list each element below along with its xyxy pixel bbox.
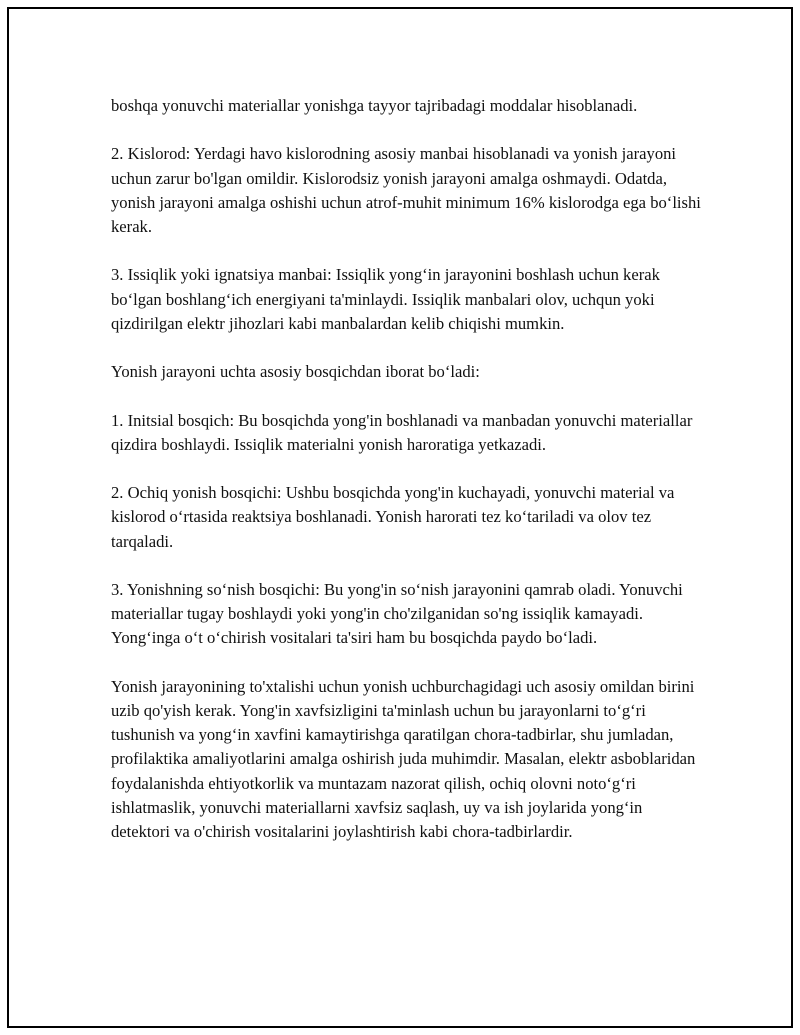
document-body [111, 94, 701, 844]
paragraph-open-burning-stage: 2. Ochiq yonish bosqichi: Ushbu bosqichda yong'in kuchayadi, yonuvchi material va kislorod o‘rtasida reaktsiya boshlanadi. Yonish harorati tez ko‘tariladi va olov tez tarqaladi. [111, 483, 675, 551]
paragraph-fuel-end: boshqa yonuvchi materiallar yonishga tayyor tajribadagi moddalar hisoblanadi. [111, 96, 638, 115]
paragraph-conclusion: Yonish jarayonining to'xtalishi uchun yonish uchburchagidagi uch asosiy omildan birini uzib qo'yish kerak. Yong'in xavfsizligini ta'minlash uchun bu jarayonlarni to‘g‘ri tushunish va yong‘in xavfini kamaytirishga qaratilgan chora-tadbirlar, shu jumladan, profilaktika amaliyotlarini amalga oshirish juda muhimdir. Masalan, elektr asboblaridan foydalanishda ehtiyotkorlik va muntazam nazorat qilish, ochiq olovni noto‘g‘ri ishlatmaslik, yonuvchi materiallarni xavfsiz saqlash, uy va ish joylarida yong‘in detektori va o'chirish vositalarini joylashtirish kabi chora-tadbirlardir. [111, 676, 696, 841]
paragraph-initial-stage: 1. Initsial bosqich: Bu bosqichda yong'in boshlanadi va manbadan yonuvchi materiallar qizdira boshlaydi. Issiqlik materialni yonish haroratiga yetkazadi. [111, 410, 693, 454]
paragraph-stages-intro: Yonish jarayoni uchta asosiy bosqichdan iborat bo‘ladi: [111, 362, 480, 382]
paragraph-heat-source: 3. Issiqlik yoki ignatsiya manbai: Issiqlik yong‘in jarayonini boshlash uchun kerak bo‘lgan boshlang‘ich energiyani ta'minlaydi. Issiqlik manbalari olov, uchqun yoki qizdirilgan elektr jihozlari kabi manbalardan kelib chiqishi mumkin. [111, 265, 660, 333]
paragraph-oxygen: 2. Kislorod: Yerdagi havo kislorodning asosiy manbai hisoblanadi va yonish jarayoni uchun zarur bo'lgan omildir. Kislorodsiz yonish jarayoni amalga oshmaydi. Odatda, yonish jarayoni amalga oshishi uchun atrof-muhit minimum 16% kislorodga ega bo‘lishi kerak. [111, 144, 701, 236]
paragraph-extinction-stage: 3. Yonishning so‘nish bosqichi: Bu yong'in so‘nish jarayonini qamrab oladi. Yonuvchi materiallar tugay boshlaydi yoki yong'in cho'zilganidan so'ng issiqlik kamayadi. Yong‘inga o‘t o‘chirish vositalari ta'siri ham bu bosqichda paydo bo‘ladi. [111, 579, 683, 648]
